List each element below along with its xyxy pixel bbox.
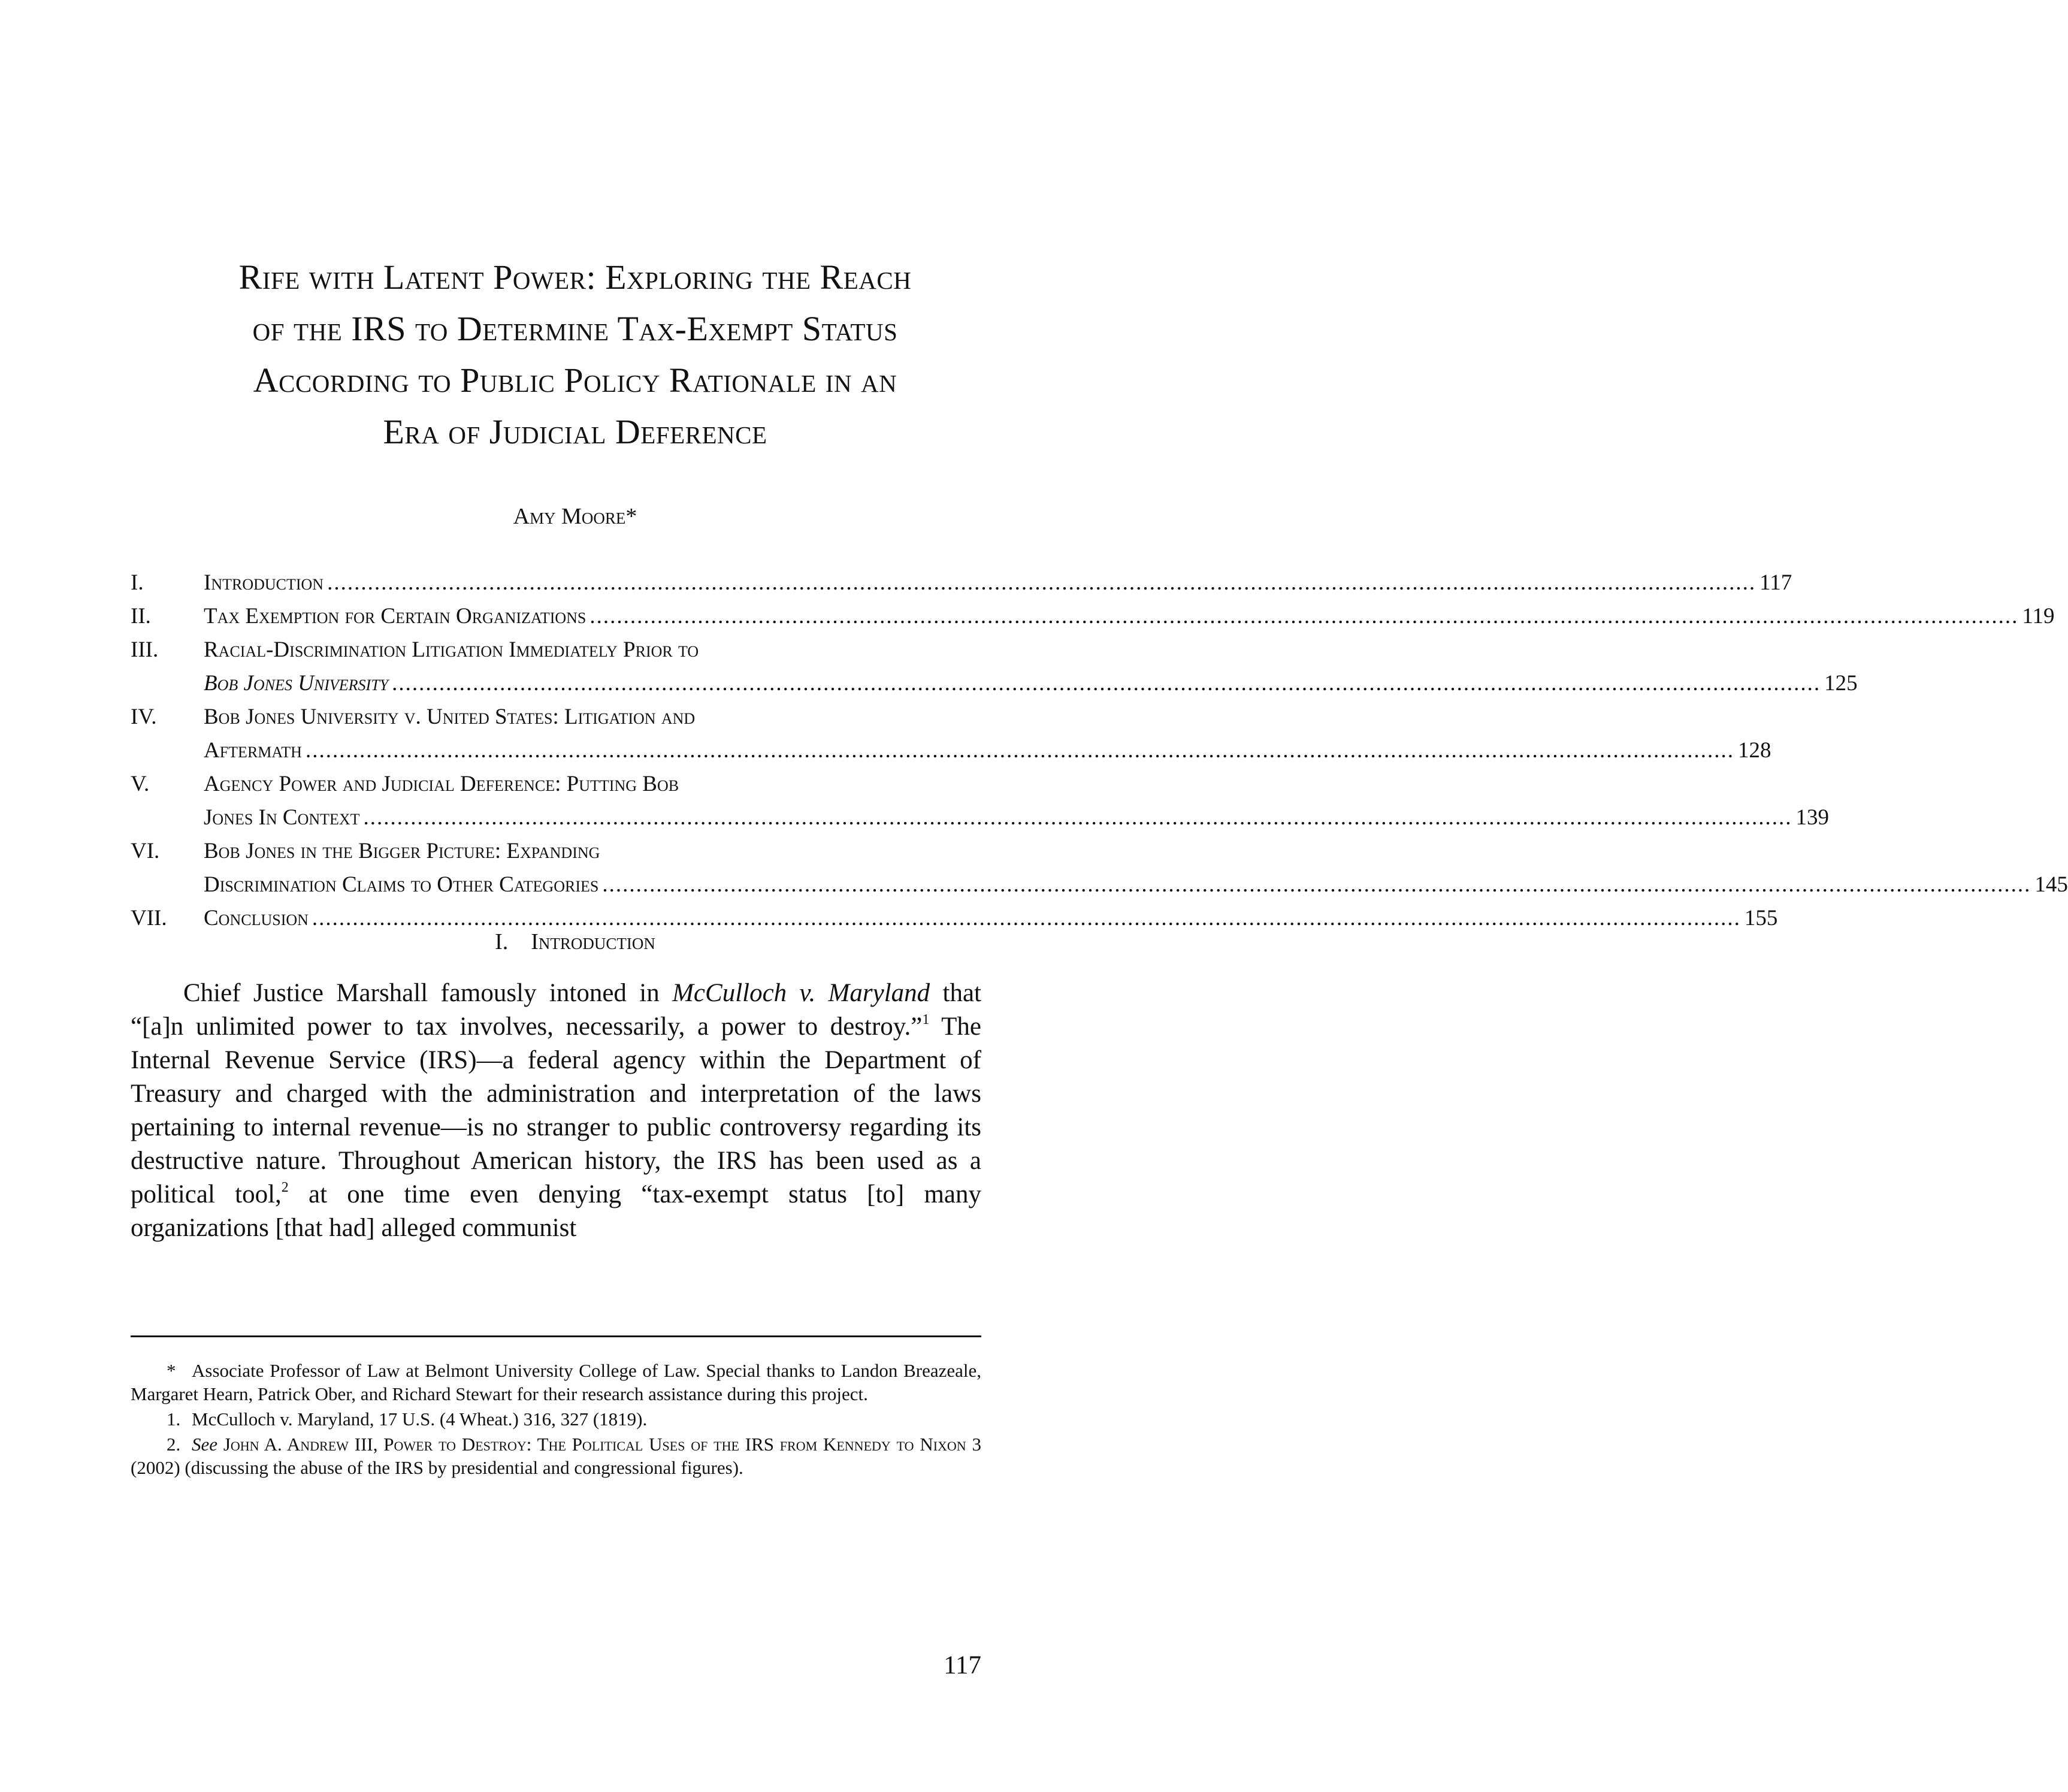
toc-entry-page: 125 xyxy=(1824,671,1858,696)
toc-entry-title-line-1: Bob Jones University v. United States: Litigation and xyxy=(204,705,696,729)
footnote-marker: 2. xyxy=(167,1434,181,1455)
toc-entry-number: V. xyxy=(131,772,150,796)
footnote-marker: 1. xyxy=(167,1409,181,1430)
title-line-4: Era of Judicial Deference xyxy=(383,412,767,451)
toc-entry-number: I. xyxy=(131,570,144,595)
toc-entry-number: III. xyxy=(131,637,159,662)
toc-entry-title: Conclusion xyxy=(204,906,309,930)
page-number: 117 xyxy=(944,1651,981,1679)
body-text-run: Chief Justice Marshall famously intoned in xyxy=(183,979,673,1007)
toc-entry-title-line-2: Aftermath xyxy=(204,738,302,763)
toc-entry-title-line-1: Agency Power and Judicial Deference: Putting Bob xyxy=(204,772,679,796)
citation-signal: See xyxy=(192,1434,218,1455)
footnotes xyxy=(131,1359,981,1481)
toc-entry-3 xyxy=(131,633,1858,700)
body-text-run: The Internal Revenue Service (IRS)—a federal agency within the Department of Treasury and charged with the administration and interpretation of the laws pertaining to internal revenue—is no stranger to public controversy regarding its destructive nature. Throughout American history, the IRS has been used as a political tool, xyxy=(131,1013,981,1208)
toc-entry-page: 139 xyxy=(1795,805,1830,830)
footnote-marker: * xyxy=(167,1360,176,1381)
case-name: McCulloch v. Maryland xyxy=(672,979,930,1007)
toc-entry-title-line-2: Jones In Context xyxy=(204,805,360,830)
toc-leader-dots xyxy=(392,667,1821,700)
toc-leader-dots xyxy=(589,600,2018,633)
article-title xyxy=(120,252,1030,458)
title-line-2: of the IRS to Determine Tax-Exempt Status xyxy=(252,309,898,348)
cited-book-title: John A. Andrew III, Power to Destroy: The Political Uses of the IRS from Kennedy to Nixon xyxy=(223,1434,966,1455)
toc-entry-1 xyxy=(131,566,1792,600)
toc-entry-page: 119 xyxy=(2022,604,2055,628)
toc-entry-title-line-2: Bob Jones University xyxy=(204,671,389,696)
toc-leader-dots xyxy=(327,566,1756,600)
title-line-1: Rife with Latent Power: Exploring the Reach xyxy=(238,258,912,297)
footnote-reference[interactable]: 1 xyxy=(922,1012,930,1028)
footnote-1 xyxy=(131,1407,981,1431)
section-number: I. xyxy=(495,929,509,954)
footnote-reference[interactable]: 2 xyxy=(281,1180,289,1195)
toc-entry-page: 128 xyxy=(1737,738,1771,763)
toc-entry-number: VII. xyxy=(131,906,167,930)
section-heading xyxy=(120,929,1030,955)
toc-entry-page: 117 xyxy=(1759,570,1792,595)
footnote-author xyxy=(131,1359,981,1406)
author-name: Amy Moore* xyxy=(513,504,637,529)
toc-entry-number: IV. xyxy=(131,705,157,729)
toc-entry-6 xyxy=(131,835,2068,902)
toc-entry-title: Tax Exemption for Certain Organizations xyxy=(204,604,586,628)
table-of-contents xyxy=(131,566,2068,935)
footnote-text: McCulloch v. Maryland, 17 U.S. (4 Wheat.) 316, 327 (1819). xyxy=(192,1409,648,1430)
toc-entry-title-line-1: Racial-Discrimination Litigation Immediately Prior to xyxy=(204,637,699,662)
toc-entry-title-line-2: Discrimination Claims to Other Categories xyxy=(204,872,599,897)
toc-entry-page: 145 xyxy=(2034,872,2068,897)
toc-entry-2 xyxy=(131,600,2055,633)
body-text-run: at one time even denying “tax-exempt status [to] many organizations [that had] alleged communist xyxy=(131,1180,981,1242)
footnote-divider xyxy=(131,1335,981,1337)
toc-entry-4 xyxy=(131,700,1771,767)
toc-leader-dots xyxy=(364,801,1792,835)
body-text-run: that “[a]n unlimited power to tax involves, necessarily, a power to destroy.” xyxy=(131,979,982,1041)
section-title: Introduction xyxy=(531,929,655,954)
toc-leader-dots xyxy=(602,868,2031,902)
title-line-3: According to Public Policy Rationale in an xyxy=(253,361,897,400)
toc-leader-dots xyxy=(306,734,1734,767)
footnote-text: 3 (2002) (discussing the abuse of the IRS by presidential and congressional figures). xyxy=(131,1434,982,1478)
toc-entry-number: II. xyxy=(131,604,151,628)
toc-entry-title: Introduction xyxy=(204,570,324,595)
footnote-2 xyxy=(131,1433,981,1479)
toc-entry-5 xyxy=(131,767,1830,835)
toc-entry-page: 155 xyxy=(1744,906,1778,930)
toc-entry-number: VI. xyxy=(131,839,160,863)
footnote-text: Associate Professor of Law at Belmont University College of Law. Special thanks to Landon Breazeale, Margaret Hearn, Patrick Ober, and Richard Stewart for their research assistance during this project. xyxy=(131,1360,981,1404)
toc-entry-title-line-1: Bob Jones in the Bigger Picture: Expanding xyxy=(204,839,600,863)
body-paragraph xyxy=(131,977,981,1245)
